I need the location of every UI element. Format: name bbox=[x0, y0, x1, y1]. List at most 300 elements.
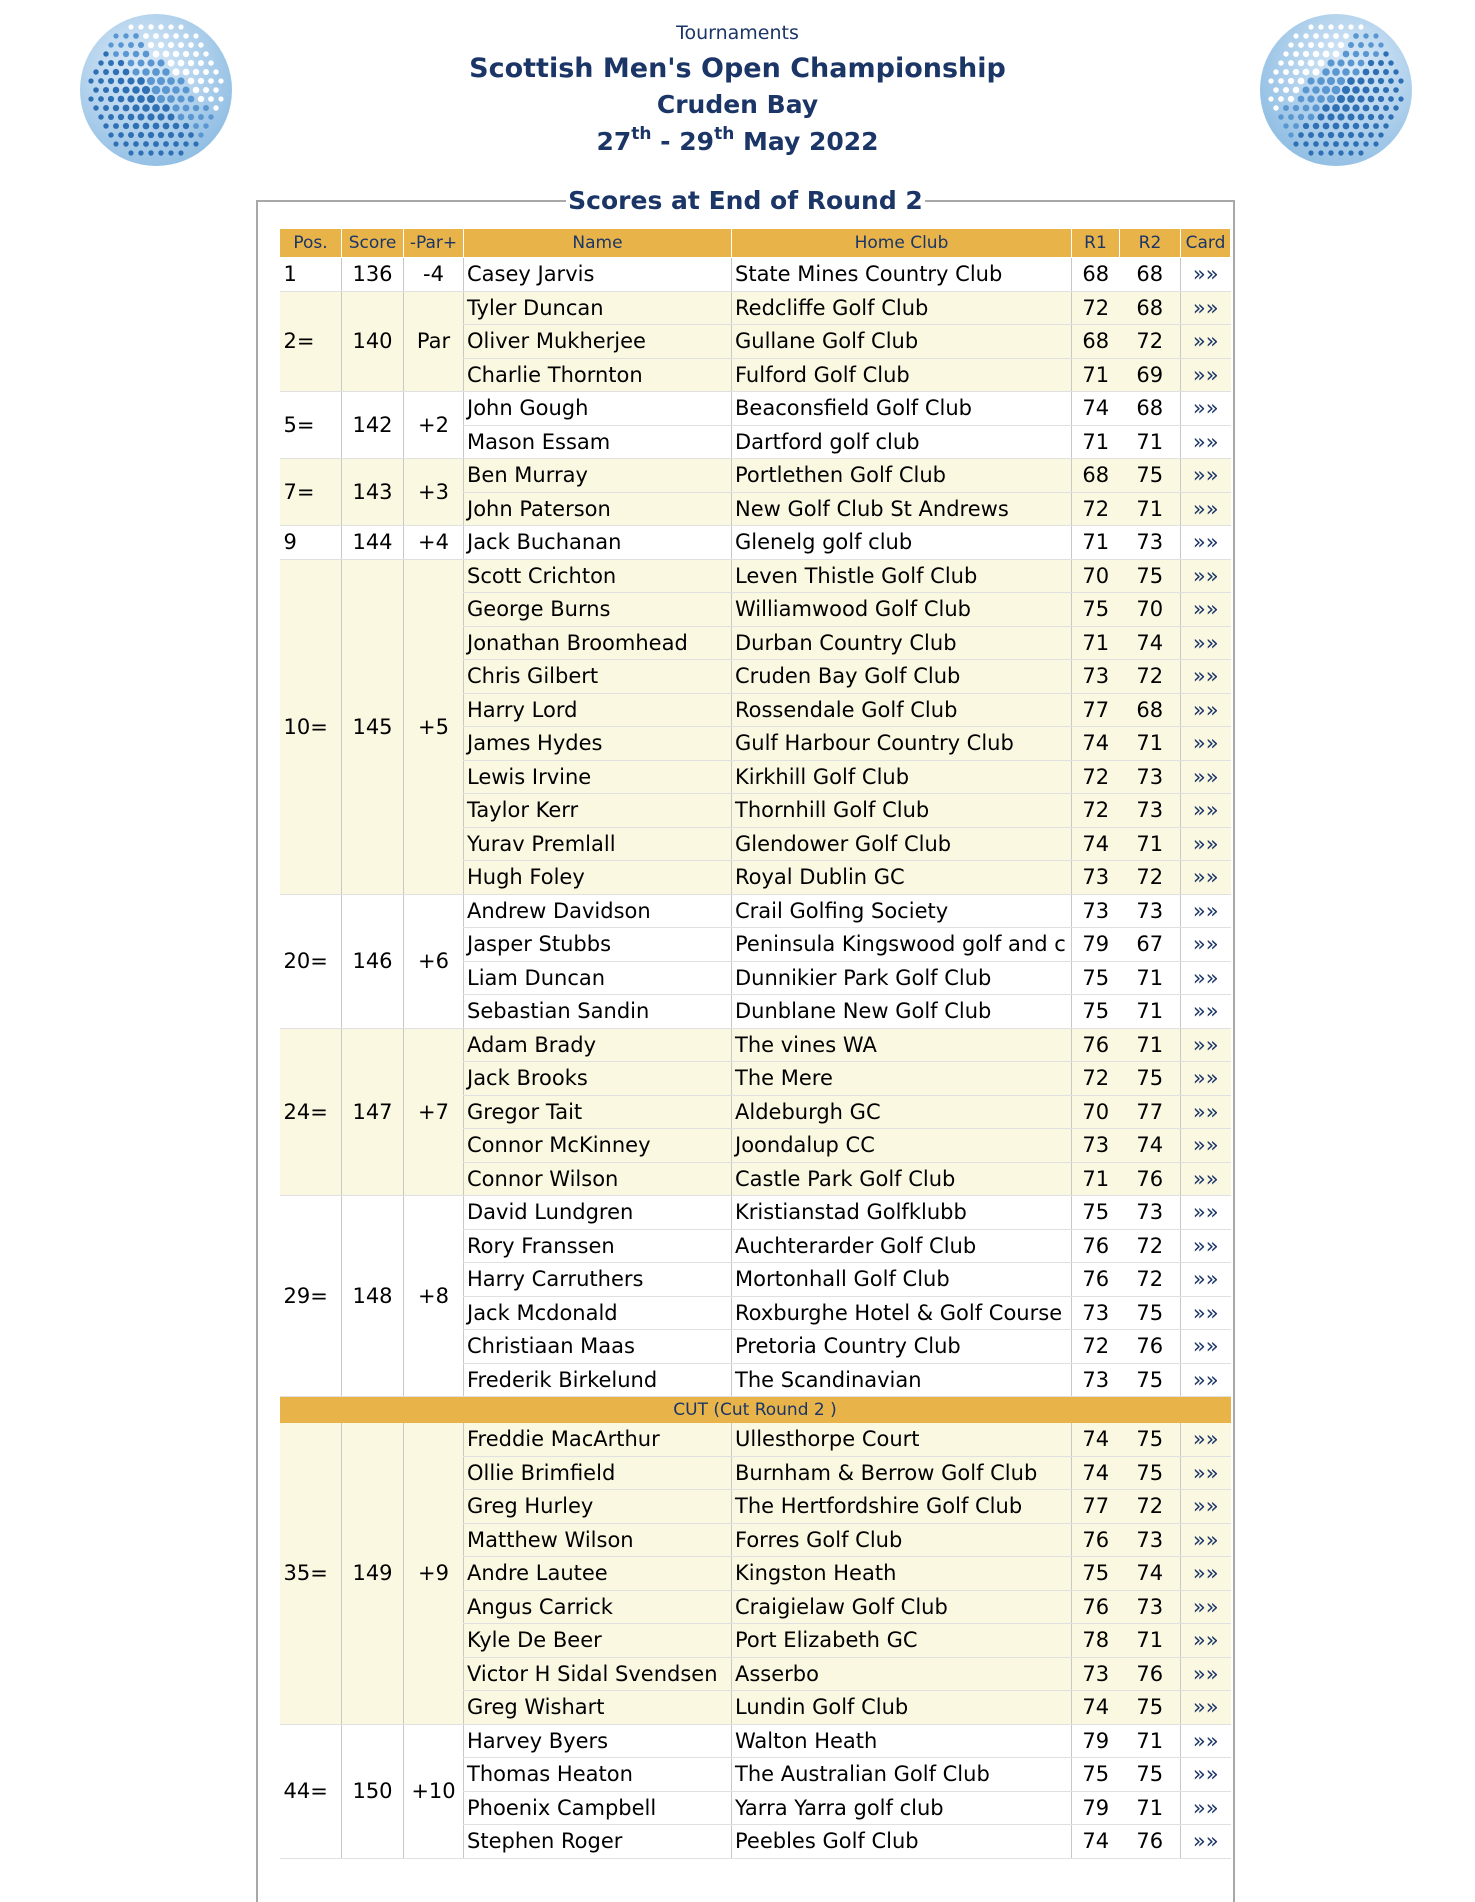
player-name-cell: Scott Crichton bbox=[464, 559, 732, 593]
player-name-cell: Thomas Heaton bbox=[464, 1758, 732, 1792]
scorecard-cell bbox=[1181, 325, 1231, 359]
round2-score-cell: 72 bbox=[1120, 861, 1181, 895]
round2-score-cell: 75 bbox=[1120, 559, 1181, 593]
home-club-cell: Castle Park Golf Club bbox=[732, 1162, 1072, 1196]
home-club-cell: Walton Heath bbox=[732, 1724, 1072, 1758]
scorecard-cell bbox=[1181, 928, 1231, 962]
scorecard-cell bbox=[1181, 1724, 1231, 1758]
player-name-cell: Greg Wishart bbox=[464, 1691, 732, 1725]
scorecard-cell bbox=[1181, 1095, 1231, 1129]
player-name-cell: Stephen Roger bbox=[464, 1825, 732, 1859]
home-club-cell: The Mere bbox=[732, 1062, 1072, 1096]
player-row bbox=[280, 1423, 1231, 1456]
round2-score-cell: 74 bbox=[1120, 1129, 1181, 1163]
scorecard-cell bbox=[1181, 626, 1231, 660]
home-club-cell: Redcliffe Golf Club bbox=[732, 291, 1072, 325]
player-name-cell: Angus Carrick bbox=[464, 1590, 732, 1624]
scorecard-link[interactable]: »» bbox=[1192, 262, 1219, 287]
scorecard-link[interactable]: »» bbox=[1192, 1099, 1219, 1124]
round2-score-cell: 73 bbox=[1120, 1523, 1181, 1557]
scorecard-link[interactable]: »» bbox=[1192, 1661, 1219, 1686]
to-par-cell: +10 bbox=[404, 1724, 464, 1858]
scorecard-cell bbox=[1181, 894, 1231, 928]
home-club-cell: Rossendale Golf Club bbox=[732, 693, 1072, 727]
scorecard-cell bbox=[1181, 1691, 1231, 1725]
round2-score-cell: 71 bbox=[1120, 1724, 1181, 1758]
scorecard-cell bbox=[1181, 1624, 1231, 1658]
scorecard-link[interactable]: »» bbox=[1192, 1200, 1219, 1225]
scorecard-link[interactable]: »» bbox=[1192, 429, 1219, 454]
round2-score-cell: 72 bbox=[1120, 1263, 1181, 1297]
scorecard-link[interactable]: »» bbox=[1192, 1133, 1219, 1158]
player-name-cell: Liam Duncan bbox=[464, 961, 732, 995]
round1-score-cell: 73 bbox=[1072, 1296, 1120, 1330]
player-name-cell: Rory Franssen bbox=[464, 1229, 732, 1263]
home-club-cell: Burnham & Berrow Golf Club bbox=[732, 1456, 1072, 1490]
venue-name: Cruden Bay bbox=[656, 90, 819, 119]
total-score-cell: 145 bbox=[342, 559, 404, 894]
scorecard-cell bbox=[1181, 727, 1231, 761]
round1-score-cell: 76 bbox=[1072, 1229, 1120, 1263]
total-score-cell: 150 bbox=[342, 1724, 404, 1858]
round1-score-cell: 74 bbox=[1072, 1691, 1120, 1725]
home-club-cell: Royal Dublin GC bbox=[732, 861, 1072, 895]
round2-score-cell: 71 bbox=[1120, 1624, 1181, 1658]
round2-score-cell: 71 bbox=[1120, 425, 1181, 459]
player-name-cell: Jack Brooks bbox=[464, 1062, 732, 1096]
round2-score-cell: 76 bbox=[1120, 1330, 1181, 1364]
scorecard-link[interactable]: »» bbox=[1192, 362, 1219, 387]
position-cell: 44= bbox=[280, 1724, 342, 1858]
player-name-cell: Jack Mcdonald bbox=[464, 1296, 732, 1330]
scorecard-link[interactable]: »» bbox=[1192, 1427, 1219, 1452]
scorecard-cell bbox=[1181, 492, 1231, 526]
scorecard-link[interactable]: »» bbox=[1192, 697, 1219, 722]
scorecard-cell bbox=[1181, 1490, 1231, 1524]
scorecard-link[interactable]: »» bbox=[1192, 1561, 1219, 1586]
total-score-cell: 146 bbox=[342, 894, 404, 1028]
player-name-cell: Freddie MacArthur bbox=[464, 1423, 732, 1456]
home-club-cell: Gulf Harbour Country Club bbox=[732, 727, 1072, 761]
player-row bbox=[280, 459, 1231, 493]
round2-score-cell: 77 bbox=[1120, 1095, 1181, 1129]
home-club-cell: Kristianstad Golfklubb bbox=[732, 1196, 1072, 1230]
total-score-cell: 149 bbox=[342, 1423, 404, 1724]
scorecard-link[interactable]: »» bbox=[1192, 731, 1219, 756]
position-cell: 2= bbox=[280, 291, 342, 392]
scorecard-cell bbox=[1181, 1825, 1231, 1859]
scorecard-cell bbox=[1181, 827, 1231, 861]
scorecard-link[interactable]: »» bbox=[1192, 932, 1219, 957]
table-header-row bbox=[280, 229, 1231, 258]
cut-line-row bbox=[280, 1397, 1231, 1424]
player-name-cell: Gregor Tait bbox=[464, 1095, 732, 1129]
home-club-cell: Port Elizabeth GC bbox=[732, 1624, 1072, 1658]
date-end-day: 29 bbox=[679, 127, 715, 156]
player-row bbox=[280, 392, 1231, 426]
scorecard-link[interactable]: »» bbox=[1192, 496, 1219, 521]
round1-score-cell: 73 bbox=[1072, 894, 1120, 928]
scorecard-link[interactable]: »» bbox=[1192, 597, 1219, 622]
round1-score-cell: 76 bbox=[1072, 1590, 1120, 1624]
to-par-cell: -4 bbox=[404, 258, 464, 292]
date-start-suffix: th bbox=[631, 124, 652, 144]
player-name-cell: Harry Carruthers bbox=[464, 1263, 732, 1297]
home-club-cell: Fulford Golf Club bbox=[732, 358, 1072, 392]
round1-score-cell: 71 bbox=[1072, 1162, 1120, 1196]
player-name-cell: Hugh Foley bbox=[464, 861, 732, 895]
scores-body bbox=[280, 258, 1231, 1859]
col-header-r2: R2 bbox=[1120, 229, 1181, 258]
scorecard-cell bbox=[1181, 1523, 1231, 1557]
player-name-cell: Chris Gilbert bbox=[464, 660, 732, 694]
scorecard-cell bbox=[1181, 459, 1231, 493]
player-name-cell: Mason Essam bbox=[464, 425, 732, 459]
to-par-cell: +4 bbox=[404, 526, 464, 560]
round1-score-cell: 74 bbox=[1072, 827, 1120, 861]
scorecard-link[interactable]: »» bbox=[1192, 965, 1219, 990]
section-link-tournaments[interactable]: Tournaments bbox=[676, 22, 799, 44]
player-name-cell: Andre Lautee bbox=[464, 1557, 732, 1591]
scorecard-link[interactable]: »» bbox=[1192, 1795, 1219, 1820]
home-club-cell: Aldeburgh GC bbox=[732, 1095, 1072, 1129]
scorecard-cell bbox=[1181, 861, 1231, 895]
round1-score-cell: 76 bbox=[1072, 1028, 1120, 1062]
player-name-cell: Connor McKinney bbox=[464, 1129, 732, 1163]
round2-score-cell: 75 bbox=[1120, 1423, 1181, 1456]
round1-score-cell: 70 bbox=[1072, 1095, 1120, 1129]
scorecard-link[interactable]: »» bbox=[1192, 630, 1219, 655]
scorecard-link[interactable]: »» bbox=[1192, 329, 1219, 354]
scorecard-link[interactable]: »» bbox=[1192, 530, 1219, 555]
scorecard-link[interactable]: »» bbox=[1192, 1066, 1219, 1091]
scorecard-link[interactable]: »» bbox=[1192, 1166, 1219, 1191]
scorecard-cell bbox=[1181, 1557, 1231, 1591]
player-name-cell: Frederik Birkelund bbox=[464, 1363, 732, 1397]
panel-title bbox=[258, 186, 1233, 216]
round2-score-cell: 68 bbox=[1120, 392, 1181, 426]
scorecard-link[interactable]: »» bbox=[1192, 1300, 1219, 1325]
home-club-cell: Dartford golf club bbox=[732, 425, 1072, 459]
col-header-club: Home Club bbox=[732, 229, 1072, 258]
page-header bbox=[0, 18, 1475, 162]
home-club-cell: Ullesthorpe Court bbox=[732, 1423, 1072, 1456]
scorecard-link[interactable]: »» bbox=[1192, 865, 1219, 890]
panel-title-text: Scores at End of Round 2 bbox=[568, 186, 923, 215]
player-name-cell: Taylor Kerr bbox=[464, 794, 732, 828]
player-row bbox=[280, 1724, 1231, 1758]
total-score-cell: 136 bbox=[342, 258, 404, 292]
scorecard-cell bbox=[1181, 1330, 1231, 1364]
col-header-par: -Par+ bbox=[404, 229, 464, 258]
scorecard-link[interactable]: »» bbox=[1192, 1628, 1219, 1653]
scorecard-cell bbox=[1181, 1162, 1231, 1196]
scorecard-cell bbox=[1181, 593, 1231, 627]
round2-score-cell: 67 bbox=[1120, 928, 1181, 962]
scorecard-cell bbox=[1181, 1263, 1231, 1297]
player-name-cell: Adam Brady bbox=[464, 1028, 732, 1062]
round1-score-cell: 72 bbox=[1072, 1330, 1120, 1364]
scorecard-link[interactable]: »» bbox=[1192, 1367, 1219, 1392]
home-club-cell: The Hertfordshire Golf Club bbox=[732, 1490, 1072, 1524]
position-cell: 1 bbox=[280, 258, 342, 292]
round2-score-cell: 74 bbox=[1120, 626, 1181, 660]
round1-score-cell: 76 bbox=[1072, 1523, 1120, 1557]
round2-score-cell: 75 bbox=[1120, 1691, 1181, 1725]
round1-score-cell: 79 bbox=[1072, 928, 1120, 962]
to-par-cell: +2 bbox=[404, 392, 464, 459]
round2-score-cell: 71 bbox=[1120, 995, 1181, 1029]
round2-score-cell: 72 bbox=[1120, 1490, 1181, 1524]
player-name-cell: John Gough bbox=[464, 392, 732, 426]
cut-line-label: CUT (Cut Round 2 ) bbox=[280, 1397, 1231, 1424]
round1-score-cell: 74 bbox=[1072, 392, 1120, 426]
event-dates bbox=[0, 122, 1475, 162]
date-month-year: May 2022 bbox=[734, 127, 879, 156]
round1-score-cell: 74 bbox=[1072, 1456, 1120, 1490]
scorecard-link[interactable]: »» bbox=[1192, 798, 1219, 823]
player-name-cell: Kyle De Beer bbox=[464, 1624, 732, 1658]
scorecard-cell bbox=[1181, 1129, 1231, 1163]
round1-score-cell: 79 bbox=[1072, 1724, 1120, 1758]
round2-score-cell: 76 bbox=[1120, 1825, 1181, 1859]
round1-score-cell: 71 bbox=[1072, 526, 1120, 560]
home-club-cell: Portlethen Golf Club bbox=[732, 459, 1072, 493]
round1-score-cell: 77 bbox=[1072, 1490, 1120, 1524]
round1-score-cell: 75 bbox=[1072, 1758, 1120, 1792]
home-club-cell: Dunblane New Golf Club bbox=[732, 995, 1072, 1029]
scorecard-cell bbox=[1181, 1758, 1231, 1792]
round1-score-cell: 73 bbox=[1072, 1129, 1120, 1163]
round2-score-cell: 72 bbox=[1120, 1229, 1181, 1263]
col-header-name: Name bbox=[464, 229, 732, 258]
home-club-cell: Roxburghe Hotel & Golf Course bbox=[732, 1296, 1072, 1330]
round2-score-cell: 68 bbox=[1120, 291, 1181, 325]
scorecard-link[interactable]: »» bbox=[1192, 396, 1219, 421]
round1-score-cell: 78 bbox=[1072, 1624, 1120, 1658]
home-club-cell: Lundin Golf Club bbox=[732, 1691, 1072, 1725]
player-name-cell: Connor Wilson bbox=[464, 1162, 732, 1196]
date-end-suffix: th bbox=[714, 124, 735, 144]
home-club-cell: The Australian Golf Club bbox=[732, 1758, 1072, 1792]
scorecard-cell bbox=[1181, 1196, 1231, 1230]
round1-score-cell: 73 bbox=[1072, 660, 1120, 694]
round2-score-cell: 73 bbox=[1120, 1590, 1181, 1624]
round1-score-cell: 71 bbox=[1072, 626, 1120, 660]
home-club-cell: Kingston Heath bbox=[732, 1557, 1072, 1591]
scorecard-link[interactable]: »» bbox=[1192, 898, 1219, 923]
round1-score-cell: 76 bbox=[1072, 1263, 1120, 1297]
scorecard-link[interactable]: »» bbox=[1192, 563, 1219, 588]
round1-score-cell: 75 bbox=[1072, 593, 1120, 627]
to-par-cell: +6 bbox=[404, 894, 464, 1028]
round2-score-cell: 75 bbox=[1120, 1363, 1181, 1397]
to-par-cell: +3 bbox=[404, 459, 464, 526]
position-cell: 35= bbox=[280, 1423, 342, 1724]
total-score-cell: 148 bbox=[342, 1196, 404, 1397]
to-par-cell: +5 bbox=[404, 559, 464, 894]
scorecard-link[interactable]: »» bbox=[1192, 1494, 1219, 1519]
player-row bbox=[280, 1028, 1231, 1062]
round1-score-cell: 68 bbox=[1072, 325, 1120, 359]
round2-score-cell: 76 bbox=[1120, 1162, 1181, 1196]
scorecard-cell bbox=[1181, 1590, 1231, 1624]
total-score-cell: 144 bbox=[342, 526, 404, 560]
home-club-cell: Yarra Yarra golf club bbox=[732, 1791, 1072, 1825]
round2-score-cell: 71 bbox=[1120, 961, 1181, 995]
round2-score-cell: 68 bbox=[1120, 693, 1181, 727]
round1-score-cell: 73 bbox=[1072, 1363, 1120, 1397]
position-cell: 7= bbox=[280, 459, 342, 526]
scorecard-link[interactable]: »» bbox=[1192, 1233, 1219, 1258]
scorecard-cell bbox=[1181, 1028, 1231, 1062]
player-name-cell: Jack Buchanan bbox=[464, 526, 732, 560]
position-cell: 20= bbox=[280, 894, 342, 1028]
total-score-cell: 140 bbox=[342, 291, 404, 392]
scores-table bbox=[279, 228, 1231, 1859]
player-name-cell: Jonathan Broomhead bbox=[464, 626, 732, 660]
round2-score-cell: 73 bbox=[1120, 526, 1181, 560]
scorecard-link[interactable]: »» bbox=[1192, 1829, 1219, 1854]
round2-score-cell: 71 bbox=[1120, 827, 1181, 861]
scorecard-cell bbox=[1181, 961, 1231, 995]
round1-score-cell: 68 bbox=[1072, 258, 1120, 292]
scorecard-cell bbox=[1181, 995, 1231, 1029]
scorecard-link[interactable]: »» bbox=[1192, 1032, 1219, 1057]
round1-score-cell: 68 bbox=[1072, 459, 1120, 493]
scorecard-cell bbox=[1181, 1791, 1231, 1825]
scorecard-cell bbox=[1181, 392, 1231, 426]
round2-score-cell: 71 bbox=[1120, 1791, 1181, 1825]
date-separator: - bbox=[651, 127, 680, 156]
player-name-cell: Sebastian Sandin bbox=[464, 995, 732, 1029]
round1-score-cell: 70 bbox=[1072, 559, 1120, 593]
scorecard-link[interactable]: »» bbox=[1192, 1460, 1219, 1485]
round1-score-cell: 74 bbox=[1072, 727, 1120, 761]
scorecard-cell bbox=[1181, 693, 1231, 727]
scorecard-cell bbox=[1181, 760, 1231, 794]
round1-score-cell: 75 bbox=[1072, 1196, 1120, 1230]
total-score-cell: 142 bbox=[342, 392, 404, 459]
scorecard-link[interactable]: »» bbox=[1192, 1267, 1219, 1292]
home-club-cell: Crail Golfing Society bbox=[732, 894, 1072, 928]
scorecard-cell bbox=[1181, 291, 1231, 325]
scorecard-link[interactable]: »» bbox=[1192, 999, 1219, 1024]
page-title: Scottish Men's Open Championship bbox=[469, 53, 1006, 84]
scorecard-cell bbox=[1181, 660, 1231, 694]
home-club-cell: Peninsula Kingswood golf and c bbox=[732, 928, 1072, 962]
col-header-card: Card bbox=[1181, 229, 1231, 258]
round1-score-cell: 74 bbox=[1072, 1423, 1120, 1456]
scorecard-cell bbox=[1181, 358, 1231, 392]
scorecard-link[interactable]: »» bbox=[1192, 295, 1219, 320]
player-name-cell: Harvey Byers bbox=[464, 1724, 732, 1758]
round2-score-cell: 75 bbox=[1120, 1456, 1181, 1490]
round1-score-cell: 74 bbox=[1072, 1825, 1120, 1859]
round2-score-cell: 68 bbox=[1120, 258, 1181, 292]
round1-score-cell: 79 bbox=[1072, 1791, 1120, 1825]
round2-score-cell: 75 bbox=[1120, 1758, 1181, 1792]
scorecard-cell bbox=[1181, 1062, 1231, 1096]
home-club-cell: Joondalup CC bbox=[732, 1129, 1072, 1163]
home-club-cell: Glendower Golf Club bbox=[732, 827, 1072, 861]
player-row bbox=[280, 526, 1231, 560]
home-club-cell: Mortonhall Golf Club bbox=[732, 1263, 1072, 1297]
player-name-cell: Christiaan Maas bbox=[464, 1330, 732, 1364]
scorecard-cell bbox=[1181, 1423, 1231, 1456]
scorecard-link[interactable]: »» bbox=[1192, 764, 1219, 789]
home-club-cell: Thornhill Golf Club bbox=[732, 794, 1072, 828]
round2-score-cell: 75 bbox=[1120, 459, 1181, 493]
total-score-cell: 143 bbox=[342, 459, 404, 526]
col-header-pos: Pos. bbox=[280, 229, 342, 258]
round1-score-cell: 71 bbox=[1072, 425, 1120, 459]
scorecard-cell bbox=[1181, 1657, 1231, 1691]
scorecard-link[interactable]: »» bbox=[1192, 1695, 1219, 1720]
round1-score-cell: 75 bbox=[1072, 961, 1120, 995]
player-name-cell: George Burns bbox=[464, 593, 732, 627]
home-club-cell: Asserbo bbox=[732, 1657, 1072, 1691]
scorecard-link[interactable]: »» bbox=[1192, 1334, 1219, 1359]
round2-score-cell: 74 bbox=[1120, 1557, 1181, 1591]
home-club-cell: The Scandinavian bbox=[732, 1363, 1072, 1397]
round2-score-cell: 73 bbox=[1120, 794, 1181, 828]
home-club-cell: Beaconsfield Golf Club bbox=[732, 392, 1072, 426]
scorecard-link[interactable]: »» bbox=[1192, 463, 1219, 488]
player-name-cell: Victor H Sidal Svendsen bbox=[464, 1657, 732, 1691]
round2-score-cell: 70 bbox=[1120, 593, 1181, 627]
scorecard-cell bbox=[1181, 559, 1231, 593]
position-cell: 24= bbox=[280, 1028, 342, 1196]
position-cell: 29= bbox=[280, 1196, 342, 1397]
player-row bbox=[280, 1196, 1231, 1230]
to-par-cell: +7 bbox=[404, 1028, 464, 1196]
scorecard-link[interactable]: »» bbox=[1192, 1594, 1219, 1619]
player-name-cell: Ben Murray bbox=[464, 459, 732, 493]
scorecard-link[interactable]: »» bbox=[1192, 831, 1219, 856]
position-cell: 9 bbox=[280, 526, 342, 560]
round2-score-cell: 73 bbox=[1120, 1196, 1181, 1230]
total-score-cell: 147 bbox=[342, 1028, 404, 1196]
scorecard-cell bbox=[1181, 425, 1231, 459]
player-name-cell: James Hydes bbox=[464, 727, 732, 761]
home-club-cell: Forres Golf Club bbox=[732, 1523, 1072, 1557]
scorecard-link[interactable]: »» bbox=[1192, 1762, 1219, 1787]
round1-score-cell: 73 bbox=[1072, 1657, 1120, 1691]
round2-score-cell: 69 bbox=[1120, 358, 1181, 392]
scorecard-cell bbox=[1181, 1363, 1231, 1397]
player-name-cell: Harry Lord bbox=[464, 693, 732, 727]
home-club-cell: Durban Country Club bbox=[732, 626, 1072, 660]
scorecard-link[interactable]: »» bbox=[1192, 664, 1219, 689]
player-name-cell: Tyler Duncan bbox=[464, 291, 732, 325]
player-name-cell: Greg Hurley bbox=[464, 1490, 732, 1524]
position-cell: 10= bbox=[280, 559, 342, 894]
home-club-cell: New Golf Club St Andrews bbox=[732, 492, 1072, 526]
to-par-cell: +8 bbox=[404, 1196, 464, 1397]
home-club-cell: Peebles Golf Club bbox=[732, 1825, 1072, 1859]
player-name-cell: Casey Jarvis bbox=[464, 258, 732, 292]
scorecard-link[interactable]: »» bbox=[1192, 1527, 1219, 1552]
player-row bbox=[280, 291, 1231, 325]
scorecard-link[interactable]: »» bbox=[1192, 1728, 1219, 1753]
player-name-cell: Lewis Irvine bbox=[464, 760, 732, 794]
round1-score-cell: 75 bbox=[1072, 995, 1120, 1029]
scorecard-cell bbox=[1181, 1229, 1231, 1263]
date-start-day: 27 bbox=[596, 127, 632, 156]
home-club-cell: Williamwood Golf Club bbox=[732, 593, 1072, 627]
round2-score-cell: 72 bbox=[1120, 325, 1181, 359]
